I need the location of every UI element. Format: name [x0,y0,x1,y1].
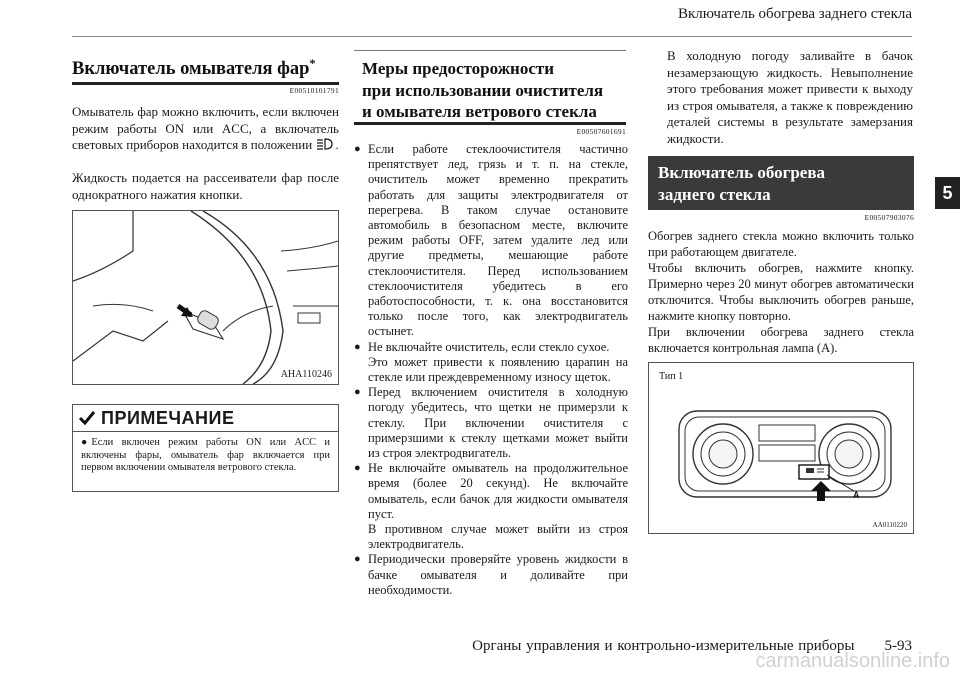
header-rule [72,36,912,37]
precautions-title-rule [354,122,626,125]
page-footer: Органы управления и контрольно-измерительные приборы 5-93 [472,638,912,654]
climate-panel-illustration [648,362,914,534]
precautions-list [354,142,628,598]
list-item: ● Если работе стеклоочистителя частично препятствует лед, грязь и т. п. на стекле, очиститель может временно прекратить работать для защиты электродвигателя от перегрева. В таком случае остановите автомобиль в безопасном месте, включите режим работы OFF, затем удалите лед или другие предметы, мешающие работе стеклоочистителя. Перед использованием стеклоочистителя убедитесь в его работоспособности, т. к. она восстановится только после того, как электродвигатель остынет. [354,142,628,340]
note-title: ПРИМЕЧАНИЕ [101,407,235,428]
figure-code: AHA110246 [280,369,332,380]
list-item: ● Не включайте омыватель на продолжительное время (более 20 секунд). Не включайте омыватель, если бачок для жидкости омывателя пуст. В противном случае может выйти из строя электродвигатель. [354,461,628,552]
watermark: carmanualsonline.info [755,650,950,672]
list-item: ● Не включайте очиститель, если стекло сухое. Это может привести к появлению царапин на стекле или преждевременному износу щеток. [354,340,628,386]
precautions-code: E00507601691 [576,127,626,136]
note-box [72,404,339,492]
washer-section-title: Включатель омывателя фар* [72,56,316,80]
note-header [73,405,338,432]
defogger-code: E00507903076 [864,213,914,222]
washer-title-rule [72,82,339,85]
lamp-label-a: A [853,490,860,500]
steering-column-illustration [72,210,339,385]
headlight-icon [315,138,335,150]
defogger-paragraph: Обогрев заднего стекла можно включить только при работающем двигателе. Чтобы включить обогрев, нажмите кнопку. Примерно через 20 минут обогрев автоматически отключится. Чтобы выключить обогрев раньше, нажмите кнопку повторно. При включении обогрева заднего стекла включается контрольная лампа (A). [648,229,914,355]
climate-panel-drawing [649,363,913,533]
defogger-section-title: Включатель обогрева заднего стекла [648,156,914,210]
page-number: 5-93 [884,638,912,654]
list-item: ● Перед включением очистителя в холодную погоду убедитесь, что щетки не примерзли к стеклу. При включении очистителя с примерзшими к стеклу щетками может выйти из строя электродвигатель. [354,385,628,461]
figure-type-label: Тип 1 [659,371,684,382]
steering-illustration-drawing [73,211,338,384]
title-asterisk: * [309,56,316,70]
washer-code: E00510101791 [289,86,339,95]
figure-code: AA0110220 [872,521,907,529]
washer-paragraph-1: Омыватель фар можно включить, если включен режим работы ON или ACC, а включатель световых приборов находится в положении . [72,104,339,152]
washer-paragraph-2: Жидкость подается на рассеиватели фар после однократного нажатия кнопки. [72,170,339,202]
precautions-top-rule [354,50,626,51]
list-item: ● Периодически проверяйте уровень жидкости в бачке омывателя и доливайте при необходимости. [354,552,628,598]
checkmark-icon [79,411,95,425]
note-text: ● Если включен режим работы ON или ACC и включены фары, омыватель фар включается при первом включении омывателя ветрового стекла. [81,437,330,473]
precautions-section-title: Меры предосторожности при использовании очистителя и омывателя ветрового стекла [362,59,604,121]
antifreeze-paragraph: В холодную погоду заливайте в бачок незамерзающую жидкость. Невыполнение этого требования может привести к выходу из строя омывателя, а также к повреждению деталей системы в результате замерзания жидкости. [667,48,913,146]
running-title: Включатель обогрева заднего стекла [678,6,912,22]
bullet-icon: ● [81,437,88,448]
chapter-tab: 5 [935,177,960,209]
